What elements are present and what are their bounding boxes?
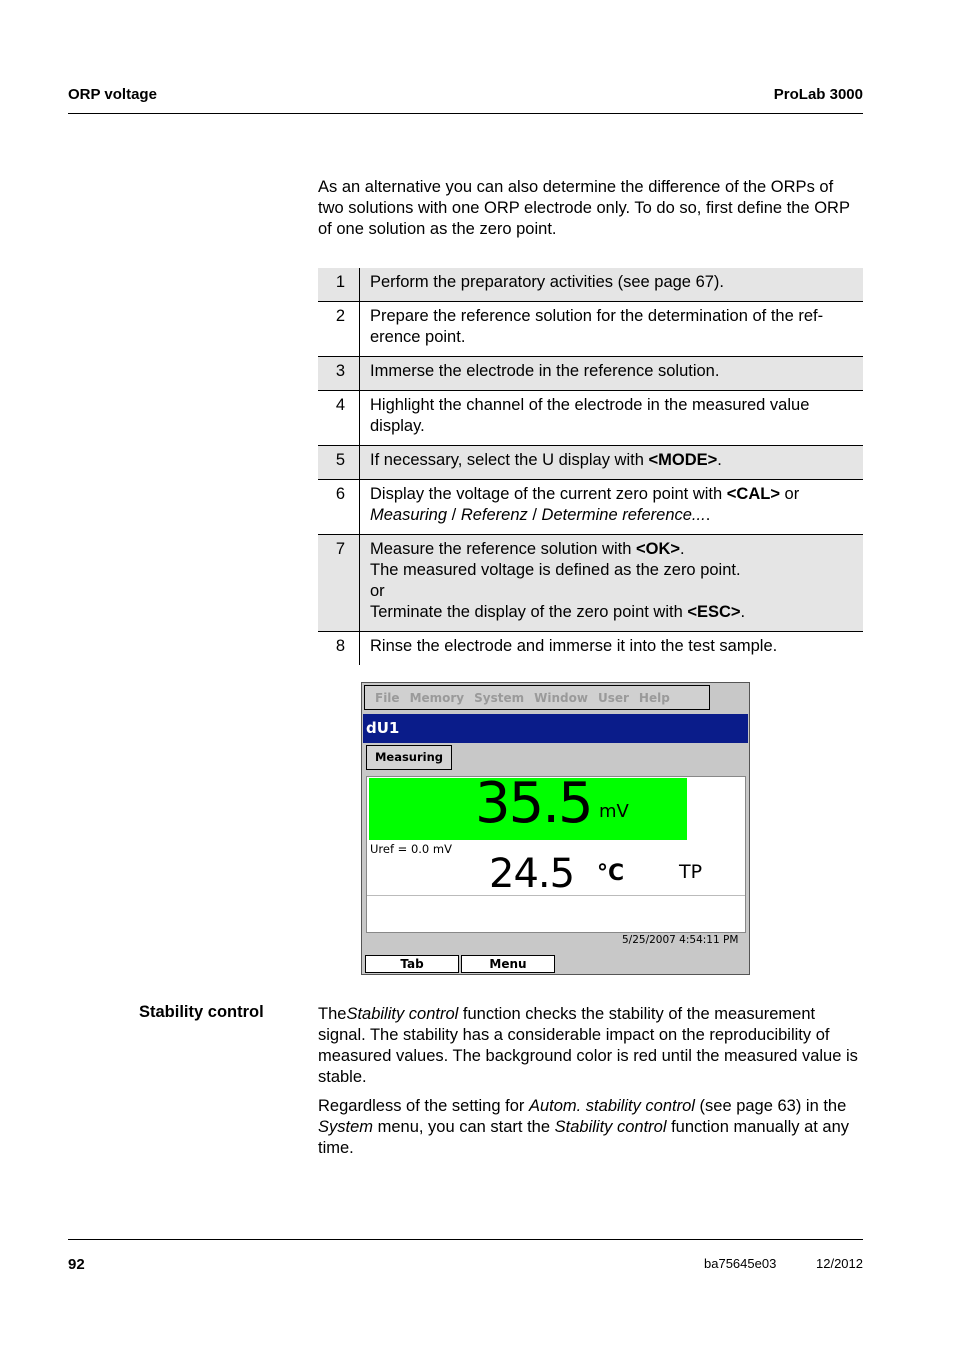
menu-softkey[interactable]: Menu bbox=[461, 955, 555, 973]
step-row bbox=[318, 390, 863, 445]
stability-text-1: TheStability control function checks the stability of the measurement signal. The stability has a considerable impact on the reproducibility of measured values. The background color is red until the measured value is stable. bbox=[318, 1005, 858, 1086]
temperature-unit: °C bbox=[597, 861, 625, 886]
step-text: Display the voltage of the current zero point with <CAL> or Measuring / Referenz / Determine reference.... bbox=[370, 485, 800, 524]
step-number: 2 bbox=[318, 302, 360, 356]
tab-softkey[interactable]: Tab bbox=[365, 955, 459, 973]
device-menu-memory[interactable]: Memory bbox=[409, 690, 465, 705]
intro-paragraph bbox=[318, 177, 863, 248]
step-number: 3 bbox=[318, 357, 360, 390]
step-number: 7 bbox=[318, 535, 360, 631]
step-row bbox=[318, 268, 863, 301]
main-value: 35.5 bbox=[475, 771, 592, 836]
device-menubar bbox=[364, 685, 710, 710]
section-label-stability: Stability control bbox=[139, 1003, 264, 1021]
step-row bbox=[318, 356, 863, 390]
step-text: Highlight the channel of the electrode in the measured value display. bbox=[370, 396, 810, 435]
step-number: 4 bbox=[318, 391, 360, 445]
panel-divider bbox=[367, 895, 745, 896]
steps-table bbox=[318, 268, 863, 665]
document-date: 12/2012 bbox=[816, 1256, 863, 1271]
step-row bbox=[318, 301, 863, 356]
device-menu-help[interactable]: Help bbox=[638, 690, 670, 705]
step-text: Measure the reference solution with <OK>. The measured voltage is defined as the zero point. or Terminate the display of the zero point with <ESC>. bbox=[370, 540, 746, 621]
step-number: 6 bbox=[318, 480, 360, 534]
measurement-panel bbox=[366, 771, 746, 933]
running-header-section: ORP voltage bbox=[68, 86, 157, 103]
step-number: 1 bbox=[318, 268, 360, 301]
step-row bbox=[318, 445, 863, 479]
device-title-bar: dU1 bbox=[363, 714, 748, 743]
step-row bbox=[318, 479, 863, 534]
device-datetime: 5/25/2007 4:54:11 PM bbox=[622, 934, 739, 946]
header-rule bbox=[68, 113, 863, 114]
step-text: Rinse the electrode and immerse it into the test sample. bbox=[370, 637, 778, 655]
step-row bbox=[318, 631, 863, 665]
step-number: 8 bbox=[318, 632, 360, 665]
device-menu-window[interactable]: Window bbox=[534, 690, 588, 705]
device-screenshot bbox=[361, 682, 750, 975]
temperature-mode: TP bbox=[679, 861, 703, 883]
uref-readout: Uref = 0.0 mV bbox=[370, 842, 452, 856]
document-number: ba75645e03 bbox=[704, 1256, 777, 1271]
page-number: 92 bbox=[68, 1256, 85, 1273]
device-menu-system[interactable]: System bbox=[474, 690, 525, 705]
measuring-button[interactable]: Measuring bbox=[366, 745, 452, 770]
device-menu-file[interactable]: File bbox=[375, 690, 400, 705]
step-text: Perform the preparatory activities (see page 67). bbox=[370, 273, 725, 291]
step-row bbox=[318, 534, 863, 631]
main-unit: mV bbox=[599, 801, 629, 822]
footer-rule bbox=[68, 1239, 863, 1240]
stability-paragraphs bbox=[318, 1004, 863, 1167]
step-text: If necessary, select the U display with <MODE>. bbox=[370, 451, 722, 469]
stability-text-2: Regardless of the setting for Autom. stability control (see page 63) in the System menu, you can start the Stability control function manually at any time. bbox=[318, 1097, 850, 1157]
temperature-value: 24.5 bbox=[489, 851, 575, 897]
running-header-product: ProLab 3000 bbox=[773, 86, 863, 103]
step-text: Immerse the electrode in the reference solution. bbox=[370, 362, 720, 380]
step-text: Prepare the reference solution for the determination of the ref- erence point. bbox=[370, 307, 824, 346]
step-number: 5 bbox=[318, 446, 360, 479]
intro-text: As an alternative you can also determine the difference of the ORPs of two solutions with one ORP electrode only. To do so, first define the ORP of one solution as the zero point. bbox=[318, 178, 850, 238]
device-menu-user[interactable]: User bbox=[597, 690, 629, 705]
